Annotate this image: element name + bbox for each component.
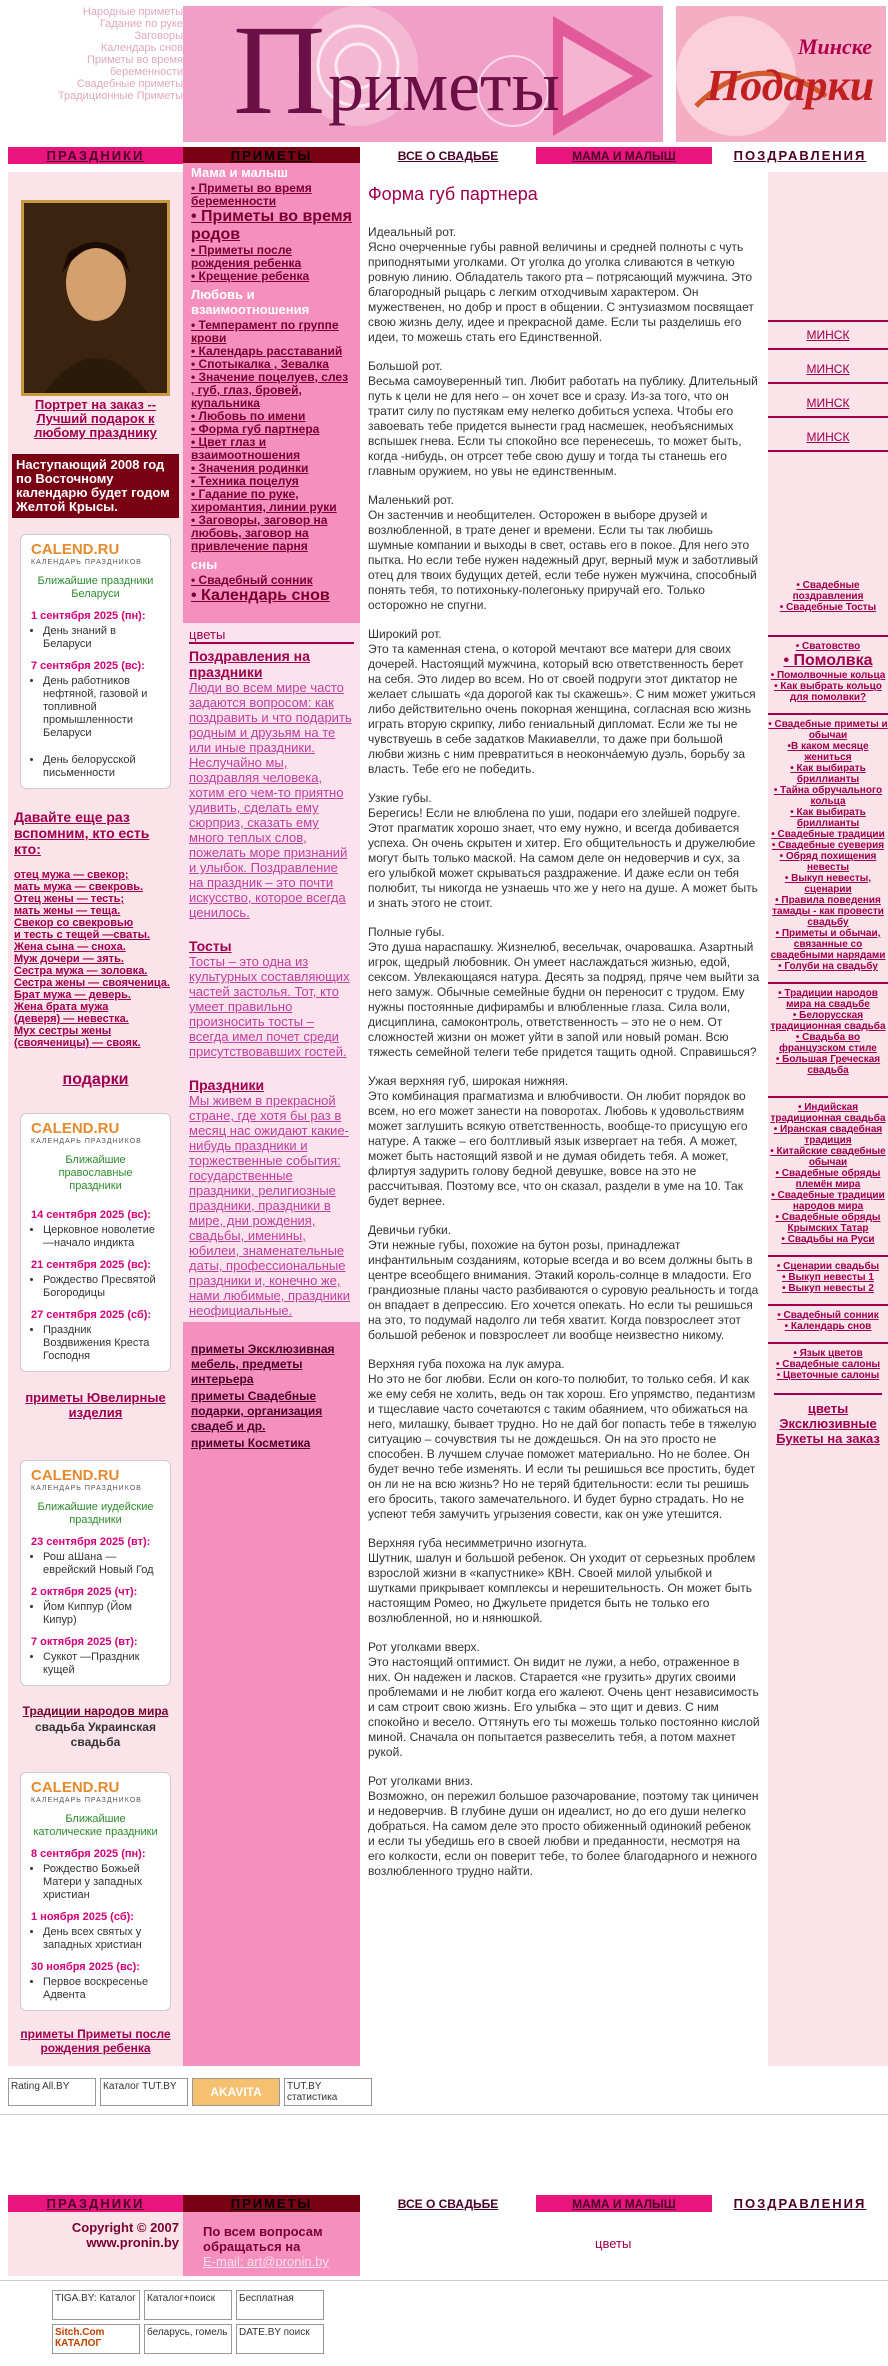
- top-link[interactable]: Народные приметы: [82, 6, 183, 18]
- calendar-jewish[interactable]: [20, 1460, 171, 1686]
- relative-item[interactable]: Муж дочери — зять.: [14, 953, 124, 965]
- calend-item: • Суккот —Праздник кущей: [43, 1651, 160, 1677]
- right-link[interactable]: • Как выбирать бриллианты: [790, 763, 866, 785]
- banner-letter: П: [233, 6, 326, 141]
- ad-furniture[interactable]: приметы Эксклюзивная мебель, предметы интерьера: [191, 1342, 335, 1386]
- gifts-word: Подарки: [706, 61, 875, 110]
- article-paragraph: Идеальный рот. Ясно очерченные губы равной величины и средней полноты с чуть приподнятыми уголками. От уголка до уголка сливаются в четкую ровную линию. Обладатель такого рта – потрясающий мужчина. Это благородный рыцарь с легким отходчивым характером. Он мужественен, но добр и прост в общении. С энтузиазмом посвящает свою жизнь делу, идее и прекрасной даме. Если ты разделишь его идеи, то можешь стать его Единственной.: [368, 225, 754, 344]
- right-link[interactable]: • Сватовство: [795, 641, 861, 652]
- top-link[interactable]: Календарь снов: [100, 42, 183, 54]
- section-love: Любовь и взаимоотношения: [191, 287, 310, 317]
- header: [0, 0, 888, 147]
- calend-item: • День работников нефтяной, газовой и топливной промышленности Беларуси: [43, 675, 160, 740]
- calend-logo[interactable]: CALEND.RU: [31, 1467, 120, 1484]
- relative-item[interactable]: мать мужа — свекровь.: [14, 881, 144, 893]
- love-link[interactable]: • Темперамент по группе крови: [191, 318, 339, 345]
- bouquets-link[interactable]: цветы Эксклюзивные Букеты на заказ: [774, 1393, 882, 1446]
- article-paragraph: Широкий рот. Это та каменная стена, о которой мечтают все матери для своих дочерей. Настоящий мужчина, который всю ответственность берет на себя. Это лидер во всем. Но от своей подруги этот диктатор не желает слышать «да дорогой как ты скажешь». С ним может ужиться либо действительно очень покорная женщина, согласная всю жизнь играть вторую скрипку, либо гениальный дипломат. Если же ты не чувствуешь в себе задатков Макиавелли, то даже при большой любви жизнь с ним превратиться в неоконча́емую дуэль, борьбу за власть. Тебе его не победить.: [368, 627, 756, 776]
- footer-line: [0, 2280, 888, 2281]
- right-link[interactable]: • Свадебные приметы и обычаи: [768, 719, 888, 741]
- gifts-banner[interactable]: [676, 6, 886, 142]
- article-paragraph: Узкие губы. Берегись! Если не влюблена по уши, подари его злейшей подруге. Этот прагматик хорошо знает, что ему нужно, и всегда добивается успеха. Он очень скрытен и хитер. Его общительность и дружелюбие могут быть только маской. На самом деле он недоверчив и сух, за его улыбкой может скрываться раздражение. И даже если он тебя полюбит, ты никогда не узнаешь что же у него на душе. А может быть и знать этого не стоит.: [368, 791, 758, 910]
- calend-logo[interactable]: CALEND.RU: [31, 1779, 120, 1796]
- minsk-link[interactable]: МИНСК: [806, 362, 850, 376]
- catalog-tiga[interactable]: TIGA.BY: Каталог: [52, 2290, 140, 2320]
- right-link[interactable]: • Обряд похищения невесты: [779, 851, 877, 873]
- right-link[interactable]: • Иранская свадебная традиция: [773, 1124, 883, 1146]
- article-paragraph: Верхняя губа похожа на лук амура. Но это не бог любви. Если он кого-то полюбит, то только себя. И как же ему себя не холить, ведь он так хорош. Его упрямство, педантизм и тщеславие часто сочетаются с таким обаянием, что обижаться на него, милашку, бывает трудно. Но не дай бог попасть тебе в тяжелую ситуацию – сочувствия ты не дождешься. Он на это просто не способен. В лучшем случае поможет материально. Но не более. Он будет вечно тебе изменять. И если ты решишься все простить, будет он ли не на всю жизнь? Но не теряй бдительности: если ты решишь его бросить, такого замечательного. И будет бурно страдать. Но не успеют тебя замучить угрызения совести, как он уже утешится.: [368, 1357, 757, 1521]
- right-link[interactable]: • Свадебные обряды Крымских Татар: [775, 1212, 881, 1234]
- menu-signs[interactable]: ПРИМЕТЫ: [183, 147, 360, 164]
- relative-item[interactable]: Брат мужа — деверь.: [14, 989, 131, 1001]
- calend-title: Ближайшие православные праздники: [58, 1154, 133, 1192]
- portrait-link[interactable]: Портрет на заказ -- Лучший подарок к любому празднику: [34, 397, 157, 440]
- minsk-link[interactable]: МИНСК: [806, 396, 850, 410]
- top-link[interactable]: Свадебные приметы: [76, 78, 183, 90]
- article-paragraph: Большой рот. Весьма самоуверенный тип. Любит работать на публику. Длительный путь к цели не для него – он хочет все и сразу. Из-за того, что он тратит силу по пустякам ему нелегко добиться успеха. Чтобы его завоевать тебе придется вынести град насмешек, необъяснимых вспышек гнева. Если ты спокойно все перенесешь, то может быть, когда -нибудь, он отрсет тебе свою душу и тогда ты станешь его главным оружием, но увы не единственным.: [368, 359, 758, 478]
- after-birth-link-box[interactable]: [12, 2027, 179, 2055]
- calend-date: 2 октября 2025 (чт):: [31, 1586, 138, 1598]
- traditions-links: [768, 982, 888, 1076]
- footer-flowers[interactable]: цветы: [595, 2236, 632, 2251]
- top-link[interactable]: Традиционные Приметы: [57, 90, 183, 102]
- calend-sub: КАЛЕНДАРЬ ПРАЗДНИКОВ: [31, 1138, 142, 1145]
- gifts-link-box[interactable]: [8, 1071, 183, 1089]
- top-links: [8, 6, 183, 102]
- section-mom-baby: Мама и малыш: [191, 165, 288, 180]
- right-link[interactable]: • Свадебные традиции народов мира: [771, 1190, 885, 1212]
- right-link[interactable]: • Свадьба во французском стиле: [779, 1032, 877, 1054]
- calend-title: Ближайшие католические праздники: [33, 1813, 158, 1838]
- right-link[interactable]: • Приметы и обычаи, связанные со свадебными нарядами: [770, 928, 886, 961]
- calend-date: 30 ноября 2025 (вс):: [31, 1961, 140, 1973]
- menu-signs[interactable]: ПРИМЕТЫ: [183, 2195, 360, 2212]
- menu-wedding[interactable]: ВСЕ О СВАДЬБЕ: [360, 147, 536, 164]
- right-link[interactable]: • Помолвка: [783, 652, 873, 669]
- portrait-icon: [24, 203, 167, 393]
- love-link[interactable]: • Календарь расставаний: [191, 344, 343, 358]
- calend-item: • Рождество Божьей Матери у западных христиан: [43, 1863, 160, 1902]
- calend-title: Ближайшие иудейские праздники: [37, 1501, 154, 1526]
- traditions-title[interactable]: Традиции народов мира: [22, 1704, 169, 1718]
- menu-congratulations[interactable]: ПОЗДРАВЛЕНИЯ: [712, 147, 888, 164]
- right-link[interactable]: • Большая Греческая свадьба: [775, 1054, 881, 1076]
- flowers-image[interactable]: цветы: [189, 627, 354, 644]
- article-paragraph: Маленький рот. Он застенчив и необщителен. Осторожен в выборе друзей и возлюбленной, в трате денег и времени. Если ты так любишь шумные компании и выходы в свет, оставь его в покое. Для него это пытка. Но если тебе нужен надежный друг, верный муж и заботливый отец для твоих будущих детей, если тебе нужен мужчина, способный понять тебя, то потихоньку-полегоньку приручай его. Только осторожно не спугни.: [368, 493, 759, 612]
- right-link[interactable]: • Свадебный сонник: [777, 1310, 879, 1321]
- footer-divider: [0, 2114, 888, 2115]
- counter-tut-stat[interactable]: TUT.BY статистика: [284, 2078, 372, 2106]
- after-birth-link[interactable]: приметы Приметы после рождения ребенка: [20, 2027, 171, 2055]
- calend-date: 14 сентября 2025 (вс):: [31, 1209, 151, 1221]
- calend-item: • День знаний в Беларуси: [43, 625, 160, 651]
- mom-baby-link[interactable]: • Крещение ребенка: [191, 269, 310, 283]
- counter-rating[interactable]: Rating All.BY: [8, 2078, 96, 2106]
- menu-mom-baby[interactable]: МАМА И МАЛЫШ: [536, 2195, 712, 2212]
- portrait-frame[interactable]: [21, 200, 170, 396]
- right-link[interactable]: • Выкуп невесты, сценарии: [784, 873, 872, 895]
- calend-item: • Церковное новолетие —начало индикта: [43, 1224, 160, 1250]
- article-paragraph: Верхняя губа несимметрично изогнута. Шутник, шалун и большой ребенок. Он уходит от серьезных проблем взрослой жизни в «капустнике» КВН. Своей милой улыбкой и шутками прикрывает комплексы и нерешительность. Он может быть настоящим Ромео, но Джульете придется быть не только его возлюбленной, но и нянюшкой.: [368, 1536, 756, 1625]
- counter-akavita[interactable]: AKAVITA: [192, 2078, 280, 2106]
- love-link[interactable]: • Гадание по руке, хиромантия, линии руки: [191, 487, 337, 514]
- calend-date: 23 сентября 2025 (вт):: [31, 1536, 151, 1548]
- calendar-orthodox[interactable]: [20, 1113, 171, 1372]
- love-link[interactable]: • Спотыкалка , Зевалка: [191, 357, 329, 371]
- calendar-catholic[interactable]: [20, 1772, 171, 2011]
- love-list: [183, 319, 360, 553]
- congratulations-text[interactable]: Люди во всем мире часто задаются вопросом: как поздравить и что подарить родным и друзьям на те или иные праздники. Неслучайно мы, поздравляя человека, хотим его чем-то приятно удивить, сделать ему сюрприз, сказать ему много теплых слов, пожелать море признаний и улыбок. Поздравление на праздник – это почти искусство, которое всегда ценилось.: [189, 680, 352, 920]
- engagement-links: [768, 635, 888, 703]
- top-link[interactable]: Гадание по руке: [99, 18, 183, 30]
- relatives-title: Давайте еще раз вспомним, кто есть кто:: [14, 809, 150, 857]
- contact-box: [183, 2212, 360, 2276]
- right-link[interactable]: • Цветочные салоны: [776, 1370, 880, 1381]
- menu-wedding[interactable]: ВСЕ О СВАДЬБЕ: [360, 2195, 536, 2212]
- article-paragraph: Рот уголками вниз. Возможно, он пережил большое разочарование, поэтому так циничен и недоверчив. В глубине души он идеалист, но до его души нелегко добраться. На самом деле это просто обиженный одинокий ребенок и если ты убедишь его в своей любви и преданности, несмотря на его колкости, если он поверит тебе, то более благодарного и нежного возлюбленного трудно найти.: [368, 1774, 759, 1878]
- relative-item[interactable]: Сестра мужа — золовка.: [14, 965, 148, 977]
- calend-item: • Йом Киппур (Йом Кипур): [43, 1601, 160, 1627]
- ukr-wedding[interactable]: свадьба Украинская свадьба: [35, 1720, 156, 1749]
- toasts-text[interactable]: Тосты – это одна из культурных составляющих частей застолья. Тот, кто умеет правильно произносить тосты – всегда имел почет среди присутствовавших гостей.: [189, 954, 350, 1059]
- minsk-link[interactable]: МИНСК: [806, 328, 850, 342]
- relative-item[interactable]: Жена брата мужа: [14, 1001, 109, 1013]
- love-link[interactable]: • Заговоры, заговор на любовь, заговор на привлечение парня: [191, 513, 328, 553]
- right-link[interactable]: • Выкуп невесты 1: [782, 1272, 874, 1283]
- calend-item: • День всех святых у западных христиан: [43, 1926, 160, 1952]
- right-link[interactable]: • Как выбрать кольцо для помолвки?: [774, 681, 882, 703]
- article-paragraph: Ужая верхняя губ, широкая нижняя. Это комбинация прагматизма и влюбчивости. Он любит порядок во всем, но его может занести на поворотах. Любовь к удовольствиям может заглушить всякую ответственность, вообще-то присущую его натуре. А также – его болтливый язык извергает на тебя. А может, может быть настоящий язвой и не думая обидеть тебя. А может, флиртуя задурить голову бедной девушке, вовсе на это не рассчитывая. Поэтому все, что он сказал, раздели в уме на 10. Так будет вернее.: [368, 1074, 748, 1208]
- gifts-city: Минске: [798, 34, 873, 59]
- holidays-text[interactable]: Мы живем в прекрасной стране, где хотя бы раз в месяц нас ожидают какие-нибудь праздники и торжественные события: государственные праздники, религиозные праздники, праздники в мире, дни рождения, свадьбы, именины, юбилеи, знаменательные даты, профессиональные праздники и, конечно же, нами любимые, праздники неофициальные.: [189, 1093, 351, 1318]
- congratulations-title[interactable]: Поздравления на праздники: [189, 648, 310, 680]
- right-link[interactable]: • Свадебные обряды племён мира: [775, 1168, 881, 1190]
- relative-item[interactable]: Сестра жены — свояченица.: [14, 977, 170, 989]
- dreams-link[interactable]: • Свадебный сонник: [191, 573, 313, 587]
- right-link[interactable]: поздравления: [792, 591, 864, 602]
- dreams-link[interactable]: • Календарь снов: [191, 587, 330, 604]
- relative-item[interactable]: и тесть с тещей —сваты.: [14, 929, 151, 941]
- dreams-list: [183, 574, 360, 605]
- calendar-belarus[interactable]: [20, 534, 171, 789]
- menu-holidays[interactable]: ПРАЗДНИКИ: [8, 2195, 183, 2212]
- top-link[interactable]: Приметы во время: [87, 54, 183, 66]
- right-link[interactable]: • Свадьбы на Руси: [781, 1234, 875, 1245]
- footer: [0, 2212, 888, 2276]
- right-link[interactable]: • Язык цветов: [793, 1348, 863, 1359]
- right-link[interactable]: • Белорусская традиционная свадьба: [770, 1010, 886, 1032]
- world-traditions-links: [768, 1096, 888, 1245]
- right-link[interactable]: • Календарь снов: [784, 1321, 872, 1332]
- catalog-gomel[interactable]: беларусь, гомель: [144, 2324, 232, 2354]
- gifts-link[interactable]: подарки: [62, 1071, 129, 1088]
- calend-sub: КАЛЕНДАРЬ ПРАЗДНИКОВ: [31, 1485, 142, 1492]
- bottom-menu: [8, 2195, 888, 2212]
- banner-word: риметы: [328, 46, 560, 126]
- ads-list: [191, 1342, 352, 1451]
- right-link[interactable]: • Голуби на свадьбу: [778, 961, 878, 972]
- article-title: Форма губ партнера: [368, 184, 538, 204]
- relative-item[interactable]: (свояченицы) — свояк.: [14, 1037, 141, 1049]
- relative-item[interactable]: мать жены — теща.: [14, 905, 121, 917]
- section-dreams: сны: [191, 557, 218, 572]
- article-paragraph: Рот уголками вверх. Это настоящий оптимист. Он видит не лужи, а небо, отраженное в них. Он надежен и ласков. Старается «не грузить» других своими проблемами и не любит когда его жалеют. Очень цент независимость и сам строит свою жизнь. Его улыбка – это щит и девиз. С ним спокойно и весело. Оттянуть его ты можешь только постоянно кислой миной. Сначала он попытается развеселить тебя, а потом махнет рукой.: [368, 1640, 760, 1759]
- right-link[interactable]: •В каком месяце жениться: [787, 741, 869, 763]
- catalog-search[interactable]: Каталог+поиск: [144, 2290, 232, 2320]
- calend-date: 7 сентября 2025 (вс):: [31, 660, 145, 672]
- calend-sub: КАЛЕНДАРЬ ПРАЗДНИКОВ: [31, 1797, 142, 1804]
- year-box: Наступающий 2008 год по Восточному календарю будет годом Желтой Крысы.: [12, 454, 179, 518]
- right-column: [768, 172, 888, 2066]
- menu-congratulations[interactable]: ПОЗДРАВЛЕНИЯ: [712, 2195, 888, 2212]
- right-link[interactable]: • Сценарии свадьбы: [776, 1261, 880, 1272]
- relative-item[interactable]: Свекор со свекровью: [14, 917, 134, 929]
- article-paragraph: Девичьи губки. Эти нежные губы, похожие на бутон розы, принадлежат инфантильным созданиям, которые всегда и во всем должны быть в центре всеобщего внимания. Этакий король-солнце в младости. Его грандиозные планы часто разбиваются о суровую реальность и тогда он впадает в депрессию. Его хочется опекать. Но если ты решишься на это, то подумай надолго ли тебя хватит. Когда повзрослеет этот большой ребенок и повзрослеет ли вообще неизвестно никому.: [368, 1223, 759, 1342]
- love-link[interactable]: • Любовь по имени: [191, 409, 306, 423]
- ad-wedding-gifts[interactable]: приметы Свадебные подарки, организация свадеб и др.: [191, 1389, 323, 1433]
- calend-logo[interactable]: CALEND.RU: [31, 541, 120, 558]
- article-paragraph: Полные губы. Это душа нараспашку. Жизнелюб, весельчак, очаровашка. Азартный игрок, щедрый любовник. Он умеет наслаждаться жизнью, едой, сексом. Увлекающаяся натура. Десять за подряд, пряче чем выйти за него замуж. Обычные семейные будни он переносит с трудом. Ему нужны постоянные дифирамбы и влюбленные глаза. Сила воли, дисциплина, самоконтроль, ответственность – это не о нем. От сложностей жизни он может уйти в запой или новый роман. Всю тяжесть семейной телеги тебе придется тащить одной. Справишься?: [368, 925, 760, 1059]
- salon-links: [768, 1342, 888, 1381]
- calend-item: • Рош аШана — еврейский Новый Год: [43, 1551, 160, 1577]
- top-link[interactable]: беременности: [109, 66, 183, 78]
- calend-item: • Праздник Воздвижения Креста Господня: [43, 1324, 160, 1363]
- right-link[interactable]: • Как выбирать бриллианты: [790, 807, 866, 829]
- catalog-date[interactable]: DATE.BY поиск: [236, 2324, 324, 2354]
- articles-box: [183, 623, 360, 1322]
- holidays-title[interactable]: Праздники: [189, 1077, 265, 1093]
- relative-item[interactable]: отец мужа — свекор;: [14, 869, 129, 881]
- mom-baby-link[interactable]: • Приметы во время беременности: [191, 181, 312, 208]
- right-link[interactable]: • Тайна обручального кольца: [773, 785, 883, 807]
- calend-logo[interactable]: CALEND.RU: [31, 1120, 120, 1137]
- calend-title: Ближайшие праздники Беларуси: [37, 575, 154, 600]
- site-url: www.pronin.by: [86, 2235, 179, 2250]
- right-link[interactable]: • Свадебные суеверия: [771, 840, 885, 851]
- counters: [0, 2078, 888, 2108]
- ad-cosmetics[interactable]: приметы Косметика: [191, 1436, 311, 1450]
- jewelry-link[interactable]: приметы Ювелирные изделия: [25, 1390, 166, 1420]
- right-link[interactable]: • Индийская традиционная свадьба: [770, 1102, 886, 1124]
- customs-links: [768, 713, 888, 972]
- contact-text: По всем вопросам обращаться на: [203, 2224, 323, 2254]
- calend-date: 7 октября 2025 (вт):: [31, 1636, 138, 1648]
- minsk-links: [768, 320, 888, 452]
- calend-date: 1 ноября 2025 (сб):: [31, 1911, 134, 1923]
- copyright-box: [8, 2212, 183, 2276]
- primety-banner: [183, 6, 663, 142]
- love-link[interactable]: • Форма губ партнера: [191, 422, 320, 436]
- relative-item[interactable]: Отец жены — тесть;: [14, 893, 125, 905]
- relative-item[interactable]: (деверя) — невестка.: [14, 1013, 129, 1025]
- catalog-free[interactable]: Бесплатная: [236, 2290, 324, 2320]
- love-link[interactable]: • Значения родинки: [191, 461, 309, 475]
- article: [360, 172, 768, 2066]
- right-link[interactable]: • Свадебные традиции: [771, 829, 885, 840]
- top-link[interactable]: Заговоры: [134, 30, 183, 42]
- catalog-buttons: [0, 2290, 888, 2362]
- jewelry-link-box[interactable]: [12, 1390, 179, 1420]
- middle-column: [183, 163, 360, 2066]
- calend-item: • Рождество Пресвятой Богородицы: [43, 1274, 160, 1300]
- right-link[interactable]: • Свадебные салоны: [775, 1359, 881, 1370]
- minsk-link[interactable]: МИНСК: [806, 430, 850, 444]
- right-link[interactable]: • Свадебные: [796, 580, 860, 591]
- mom-baby-link[interactable]: • Приметы во время родов: [191, 208, 352, 243]
- calend-date: 8 сентября 2025 (пн):: [31, 1848, 146, 1860]
- calend-sub: КАЛЕНДАРЬ ПРАЗДНИКОВ: [31, 559, 142, 566]
- counter-tut[interactable]: Каталог TUT.BY: [100, 2078, 188, 2106]
- email-link[interactable]: E-mail: art@pronin.by: [203, 2254, 329, 2269]
- dream-links: [768, 1304, 888, 1332]
- right-link[interactable]: • Традиции народов мира на свадьбе: [778, 988, 878, 1010]
- menu-mom-baby[interactable]: МАМА И МАЛЫШ: [536, 147, 712, 164]
- scenario-links: [768, 1255, 888, 1294]
- main-menu: [8, 147, 888, 164]
- right-link[interactable]: • Помолвочные кольца: [770, 670, 886, 681]
- wedding-congrats-links: [768, 580, 888, 613]
- relative-item[interactable]: Жена сына — сноха.: [14, 941, 126, 953]
- left-column: [8, 172, 183, 2066]
- menu-holidays[interactable]: ПРАЗДНИКИ: [8, 147, 183, 164]
- mom-baby-list: [183, 182, 360, 283]
- toasts-title[interactable]: Тосты: [189, 938, 232, 954]
- right-link[interactable]: • Правила поведения тамады - как провести свадьбу: [772, 895, 884, 928]
- mom-baby-link[interactable]: • Приметы после рождения ребенка: [191, 243, 302, 270]
- relative-item[interactable]: Мух сестры жены: [14, 1025, 112, 1037]
- love-link[interactable]: • Значение поцелуев, слез , губ, глаз, бровей, купальника: [191, 370, 349, 410]
- calend-date: 27 сентября 2025 (сб):: [31, 1309, 152, 1321]
- calend-date: 21 сентября 2025 (вс):: [31, 1259, 151, 1271]
- copyright: Copyright © 2007: [71, 2220, 179, 2235]
- calend-item: • День белорусской письменности: [43, 754, 160, 780]
- calend-item: • Первое воскресенье Адвента: [43, 1976, 160, 2002]
- love-link[interactable]: • Техника поцелуя: [191, 474, 299, 488]
- love-link[interactable]: • Цвет глаз и взаимоотношения: [191, 435, 301, 462]
- right-link[interactable]: • Выкуп невесты 2: [782, 1283, 874, 1294]
- portrait-caption[interactable]: [14, 398, 177, 440]
- right-link[interactable]: • Китайские свадебные обычаи: [770, 1146, 886, 1168]
- right-link[interactable]: • Свадебные Тосты: [779, 602, 877, 613]
- calend-date: 1 сентября 2025 (пн):: [31, 610, 146, 622]
- relatives-list: [14, 869, 177, 1049]
- catalog-sitch[interactable]: Sitch.Com КАТАЛОГ: [52, 2324, 140, 2354]
